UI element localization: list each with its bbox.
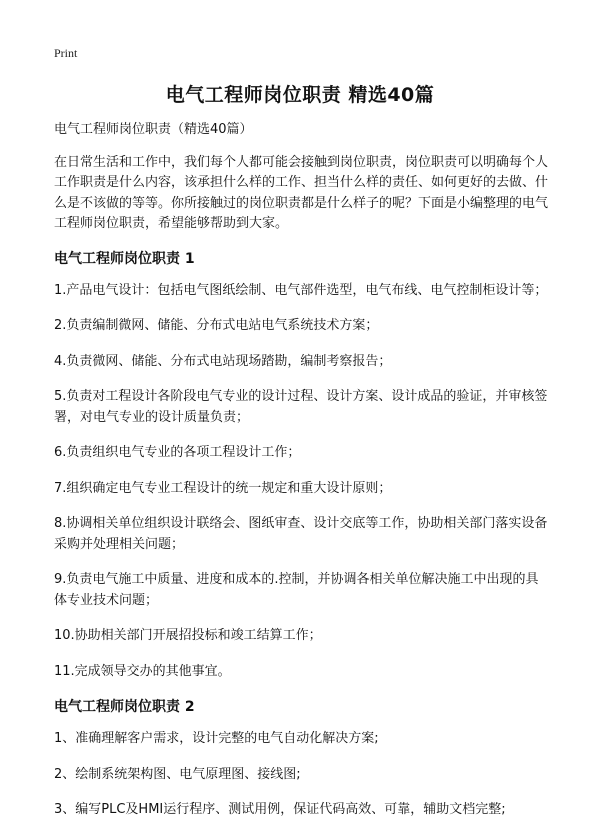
duty-item: 1、准确理解客户需求，设计完整的电气自动化解决方案; <box>54 731 379 746</box>
duty-item: 9.负责电气施工中质量、进度和成本的.控制，并协调各相关单位解决施工中出现的具体专业技术问题； <box>54 572 539 608</box>
duty-item: 3、编写PLC及HMI运行程序、测试用例，保证代码高效、可靠，辅助文档完整; <box>54 802 506 817</box>
document-title: 电气工程师岗位职责 精选40篇 <box>165 84 435 106</box>
section-heading: 电气工程师岗位职责 1 <box>54 250 195 267</box>
intro-paragraph: 在日常生活和工作中，我们每个人都可能会接触到岗位职责，岗位职责可以明确每个人工作职责是什么内容，该承担什么样的工作、担当什么样的责任、如何更好的去做、什么是不该做的等等。你所接触过的岗位职责都是什么样子的呢？下面是小编整理的电气工程师岗位职责，希望能够帮助到大家。 <box>54 154 549 231</box>
document-subtitle: 电气工程师岗位职责（精选40篇） <box>54 122 253 137</box>
duty-item: 4.负责微网、储能、分布式电站现场踏勘，编制考察报告； <box>54 353 392 369</box>
duty-item: 5.负责对工程设计各阶段电气专业的设计过程、设计方案、设计成品的验证，并审核签署，对电气专业的设计质量负责； <box>54 389 548 425</box>
section-heading: 电气工程师岗位职责 2 <box>54 699 195 715</box>
duty-item: 6.负责组织电气专业的各项工程设计工作； <box>54 445 301 460</box>
duty-item: 2、绘制系统架构图、电气原理图、接线图; <box>54 766 301 782</box>
duty-item: 7.组织确定电气专业工程设计的统一规定和重大设计原则； <box>54 480 392 496</box>
print-label[interactable]: Print <box>54 46 78 60</box>
document-body <box>54 120 550 836</box>
duty-item: 1.产品电气设计：包括电气图纸绘制、电气部件选型，电气布线、电气控制柜设计等； <box>54 282 548 298</box>
duty-item: 8.协调相关单位组织设计联络会、图纸审查、设计交底等工作，协助相关部门落实设备采购并处理相关问题； <box>54 516 548 552</box>
duty-item: 11.完成领导交办的其他事宜。 <box>54 663 231 679</box>
duty-item: 2.负责编制微网、储能、分布式电站电气系统技术方案； <box>54 318 379 333</box>
duty-item: 10.协助相关部门开展招投标和竣工结算工作； <box>54 628 322 643</box>
